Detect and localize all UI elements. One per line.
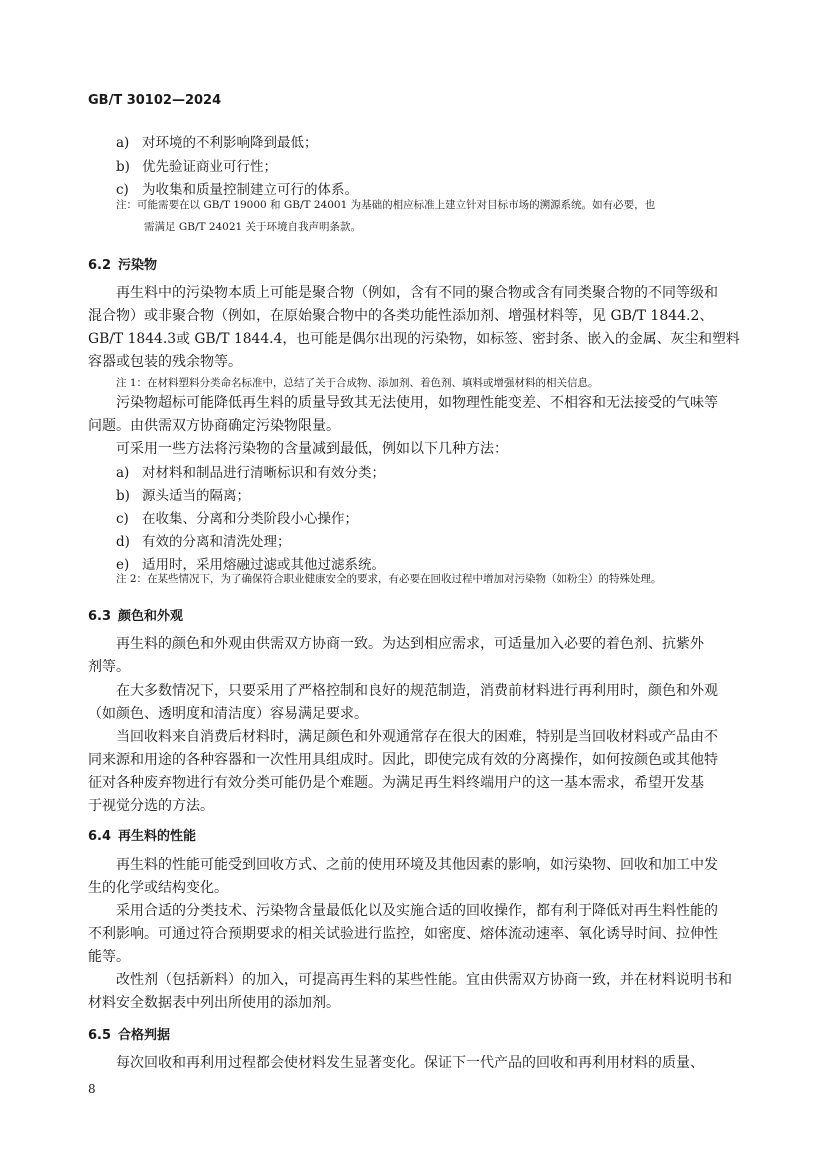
note: 注：可能需要在以 GB/T 19000 和 GB/T 24001 为基础的相应标准上建立针对目标市场的溯源系统。如有必要，也	[116, 199, 656, 211]
list-text: 源头适当的隔离；	[142, 488, 250, 504]
section-heading-6-5	[88, 1024, 170, 1043]
section-title: 合格判据	[118, 1028, 171, 1043]
list-label: a)	[116, 465, 130, 481]
note: 注 2：在某些情况下，为了确保符合职业健康安全的要求，有必要在回收过程中增加对污染物（如粉尘）的特殊处理。	[116, 573, 662, 585]
paragraph-line: 再生料中的污染物本质上可能是聚合物（例如，含有不同的聚合物或含有同类聚合物的不同等级和	[116, 285, 718, 301]
section-heading-6-4	[88, 825, 196, 844]
list-item	[116, 155, 277, 175]
section-title: 颜色和外观	[118, 609, 184, 624]
paragraph-line: 不利影响。可通过符合预期要求的相关试验进行监控，如密度、熔体流动速率、氧化诱导时间、拉伸性	[88, 926, 718, 942]
paragraph-line: 材料安全数据表中列出所使用的添加剂。	[88, 995, 340, 1011]
paragraph-line: 能等。	[88, 949, 130, 965]
list-item	[116, 131, 318, 151]
list-label: c)	[116, 182, 129, 198]
section-number: 6.5	[88, 1028, 112, 1043]
note: 注 1：在材料塑料分类命名标准中，总结了关于合成物、添加剂、着色剂、填料或增强材料的相关信息。	[116, 377, 599, 389]
list-text: 适用时，采用熔融过滤或其他过滤系统。	[142, 557, 385, 573]
list-label: b)	[116, 488, 130, 504]
list-text: 有效的分离和清洗处理；	[142, 534, 291, 550]
paragraph-line: 问题。由供需双方协商确定污染物限量。	[88, 418, 340, 434]
paragraph-line: 可采用一些方法将污染物的含量减到最低，例如以下几种方法：	[116, 441, 508, 457]
paragraph-line: 当回收料来自消费后材料时，满足颜色和外观通常存在很大的困难，特别是当回收材料或产品由不	[116, 729, 718, 745]
section-number: 6.3	[88, 609, 112, 624]
list-label: e)	[116, 557, 130, 573]
page-number: 8	[88, 1082, 96, 1096]
section-number: 6.4	[88, 829, 112, 844]
section-heading-6-2	[88, 254, 157, 273]
paragraph-line: 容器或包装的残余物等。	[88, 354, 242, 370]
paragraph-line: 剂等。	[88, 659, 130, 675]
section-title: 污染物	[118, 258, 158, 273]
section-number: 6.2	[88, 258, 112, 273]
paragraph-line: 同来源和用途的各种容器和一次性用具组成时。因此，即使完成有效的分离操作，如何按颜色或其他特	[88, 752, 718, 768]
paragraph-line: 改性剂（包括新料）的加入，可提高再生料的某些性能。宜由供需双方协商一致，并在材料说明书和	[116, 972, 732, 988]
list-text: 对环境的不利影响降到最低；	[142, 135, 318, 151]
paragraph-line: 再生料的颜色和外观由供需双方协商一致。为达到相应需求，可适量加入必要的着色剂、抗紫外	[116, 636, 704, 652]
paragraph-line: 在大多数情况下，只要采用了严格控制和良好的规范制造，消费前材料进行再利用时，颜色和外观	[116, 683, 718, 699]
list-text: 为收集和质量控制建立可行的体系。	[142, 182, 358, 198]
list-label: c)	[116, 511, 129, 527]
paragraph-line: 混合物）或非聚合物（例如，在原始聚合物中的各类功能性添加剂、增强材料等，见 GB/T 1844.2、	[88, 308, 714, 324]
list-item	[116, 484, 250, 504]
paragraph-line: 于视觉分选的方法。	[88, 798, 214, 814]
standard-number: GB/T 30102—2024	[88, 93, 222, 108]
paragraph-line: 生的化学或结构变化。	[88, 880, 228, 896]
section-title: 再生料的性能	[118, 829, 197, 844]
list-text: 优先验证商业可行性；	[142, 159, 277, 175]
list-text: 在收集、分离和分类阶段小心操作；	[142, 511, 358, 527]
paragraph-line: （如颜色、透明度和清洁度）容易满足要求。	[88, 706, 368, 722]
list-label: d)	[116, 534, 130, 550]
list-text: 对材料和制品进行清晰标识和有效分类；	[142, 465, 385, 481]
list-item	[116, 507, 358, 527]
paragraph-line: 每次回收和再利用过程都会使材料发生显著变化。保证下一代产品的回收和再利用材料的质量、	[116, 1055, 704, 1071]
paragraph-line: 采用合适的分类技术、污染物含量最低化以及实施合适的回收操作，都有利于降低对再生料性能的	[116, 903, 718, 919]
note-continuation: 需满足 GB/T 24021 关于环境自我声明条款。	[144, 221, 362, 233]
paragraph-line: 污染物超标可能降低再生料的质量导致其无法使用，如物理性能变差、不相容和无法接受的气味等	[116, 395, 718, 411]
list-item	[116, 461, 385, 481]
paragraph-line: 征对各种废弃物进行有效分类可能仍是个难题。为满足再生料终端用户的这一基本需求，希望开发基	[88, 775, 704, 791]
list-label: a)	[116, 135, 130, 151]
section-heading-6-3	[88, 605, 183, 624]
paragraph-line: GB/T 1844.3或 GB/T 1844.4，也可能是偶尔出现的污染物，如标签、密封条、嵌入的金属、灰尘和塑料	[88, 331, 740, 347]
paragraph-line: 再生料的性能可能受到回收方式、之前的使用环境及其他因素的影响，如污染物、回收和加工中发	[116, 857, 718, 873]
list-item	[116, 530, 291, 550]
list-label: b)	[116, 159, 130, 175]
